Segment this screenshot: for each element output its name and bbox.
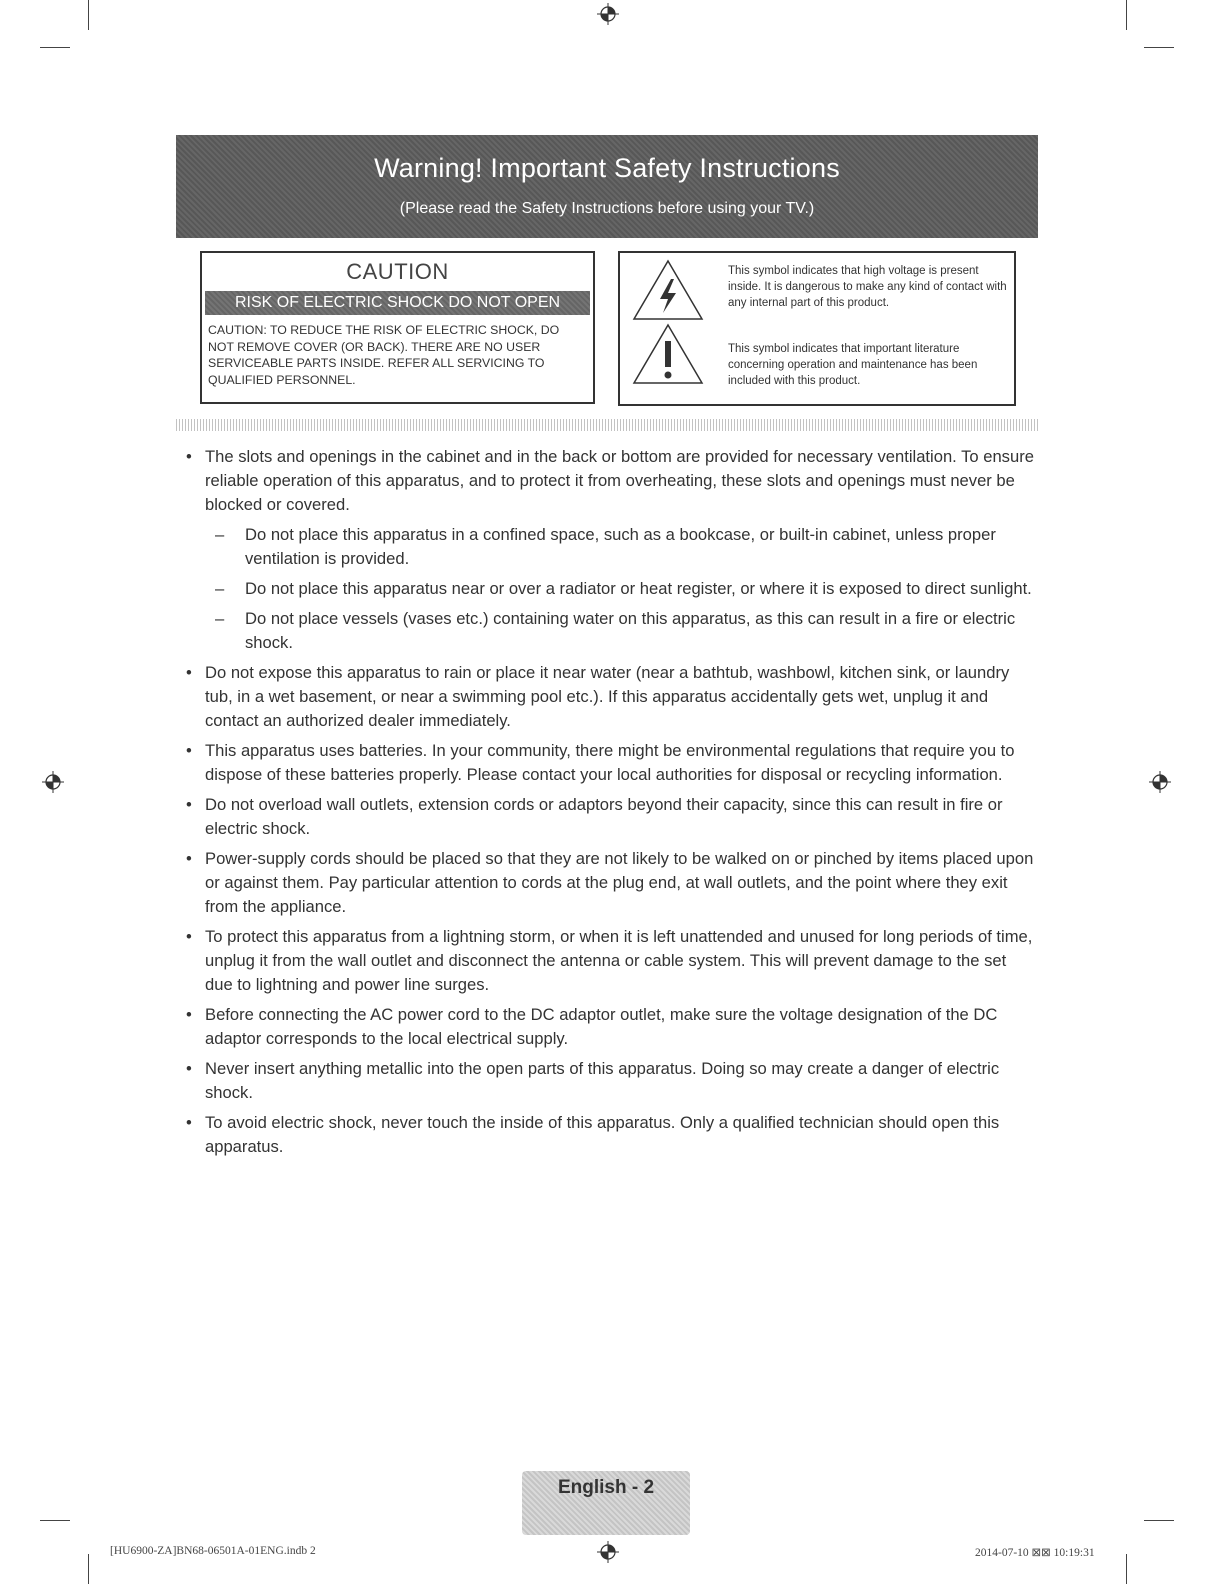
list-item-text: Do not expose this apparatus to rain or place it near water (near a bathtub, washbowl, kitchen sink, or laundry tub, in a wet basement, or near a swimming pool etc.). If this apparatus accidentally gets wet, unplug it and contact an authorized dealer immediately. bbox=[205, 663, 1010, 730]
symbols-box bbox=[618, 251, 1016, 406]
page-number-tab bbox=[522, 1471, 690, 1535]
bullet-marker: • bbox=[186, 795, 192, 814]
list-item-text: This apparatus uses batteries. In your community, there might be environmental regulations that require you to dispose of these batteries properly. Please contact your local authorities for disposal or recycling information. bbox=[205, 741, 1015, 784]
print-slug-file: [HU6900-ZA]BN68-06501A-01ENG.indb 2 bbox=[110, 1545, 316, 1557]
sub-list bbox=[205, 523, 1038, 655]
bullet-marker: • bbox=[186, 927, 192, 946]
registration-mark-icon bbox=[42, 771, 64, 793]
sub-list-item-text: Do not place this apparatus near or over a radiator or heat register, or where it is exposed to direct sunlight. bbox=[245, 579, 1032, 598]
caution-line: QUALIFIED PERSONNEL. bbox=[208, 372, 356, 387]
crop-mark-bottom-right-v bbox=[1126, 1554, 1127, 1584]
section-divider bbox=[176, 419, 1038, 431]
registration-mark-icon bbox=[597, 1541, 619, 1563]
safety-instructions-list bbox=[186, 445, 1038, 1165]
bullet-marker: • bbox=[186, 447, 192, 466]
sub-list-item bbox=[215, 607, 1038, 655]
list-item bbox=[186, 1057, 1038, 1105]
list-item-text: Power-supply cords should be placed so that they are not likely to be walked on or pinched by items placed upon or against them. Pay particular attention to cords at the plug end, at wall outlets, and the point where they exit from the appliance. bbox=[205, 849, 1034, 916]
crop-mark-bottom-left-v bbox=[88, 1554, 89, 1584]
list-item-text: To avoid electric shock, never touch the inside of this apparatus. Only a qualified technician should open this apparatus. bbox=[205, 1113, 1000, 1156]
crop-mark-top-right-v bbox=[1126, 0, 1127, 30]
list-item bbox=[186, 445, 1038, 655]
safety-header-banner bbox=[176, 135, 1038, 238]
sub-list-item bbox=[215, 523, 1038, 571]
print-slug-date: 2014-07-10 ⊠⊠ 10:19:31 bbox=[975, 1547, 1095, 1559]
exclamation-warning-icon bbox=[630, 321, 706, 387]
crop-mark-top-left-h bbox=[40, 47, 70, 48]
list-item bbox=[186, 925, 1038, 997]
list-item-text: Do not overload wall outlets, extension cords or adaptors beyond their capacity, since this can result in fire or electric shock. bbox=[205, 795, 1003, 838]
list-item-text: Before connecting the AC power cord to the DC adaptor outlet, make sure the voltage designation of the DC adaptor corresponds to the local electrical supply. bbox=[205, 1005, 998, 1048]
bullet-marker: • bbox=[186, 741, 192, 760]
list-item bbox=[186, 793, 1038, 841]
caution-text bbox=[208, 322, 587, 388]
caution-warning-bar: RISK OF ELECTRIC SHOCK DO NOT OPEN bbox=[205, 291, 590, 315]
caution-line: CAUTION: TO REDUCE THE RISK OF ELECTRIC SHOCK, DO bbox=[208, 323, 560, 337]
dash-marker: – bbox=[215, 525, 225, 544]
sub-list-item bbox=[215, 577, 1038, 601]
literature-description: This symbol indicates that important literature concerning operation and maintenance has been included with this product. bbox=[728, 343, 978, 387]
page-number-label: English - 2 bbox=[557, 1477, 655, 1498]
page-subtitle: (Please read the Safety Instructions before using your TV.) bbox=[399, 200, 815, 217]
list-item-text: The slots and openings in the cabinet and in the back or bottom are provided for necessary ventilation. To ensure reliable operation of this apparatus, and to protect it from overheating, these slots and openings must never be blocked or covered. bbox=[205, 447, 1034, 514]
registration-mark-icon bbox=[597, 3, 619, 25]
bullet-marker: • bbox=[186, 663, 192, 682]
crop-mark-top-right-h bbox=[1144, 47, 1174, 48]
high-voltage-warning-icon bbox=[630, 257, 706, 323]
bullet-marker: • bbox=[186, 849, 192, 868]
list-item bbox=[186, 661, 1038, 733]
list-item bbox=[186, 847, 1038, 919]
sub-list-item-text: Do not place this apparatus in a confined space, such as a bookcase, or built-in cabinet, unless proper ventilation is provided. bbox=[245, 525, 996, 568]
crop-mark-bottom-left-h bbox=[40, 1520, 70, 1521]
list-item bbox=[186, 739, 1038, 787]
sub-list-item-text: Do not place vessels (vases etc.) containing water on this apparatus, as this can result in a fire or electric shock. bbox=[245, 609, 1016, 652]
page-title: Warning! Important Safety Instructions bbox=[374, 153, 840, 183]
bullet-marker: • bbox=[186, 1113, 192, 1132]
caution-line: SERVICEABLE PARTS INSIDE. REFER ALL SERVICING TO bbox=[208, 356, 545, 370]
list-item bbox=[186, 1003, 1038, 1051]
dash-marker: – bbox=[215, 609, 225, 628]
caution-title: CAUTION bbox=[346, 259, 449, 284]
list-item bbox=[186, 1111, 1038, 1159]
crop-mark-bottom-right-h bbox=[1144, 1520, 1174, 1521]
high-voltage-description: This symbol indicates that high voltage is present inside. It is dangerous to make any kind of contact with any internal part of this product. bbox=[728, 265, 1007, 309]
bullet-marker: • bbox=[186, 1005, 192, 1024]
dash-marker: – bbox=[215, 579, 225, 598]
registration-mark-icon bbox=[1149, 771, 1171, 793]
caution-box bbox=[200, 251, 595, 404]
list-item-text: Never insert anything metallic into the open parts of this apparatus. Doing so may create a danger of electric shock. bbox=[205, 1059, 1000, 1102]
crop-mark-top-left-v bbox=[88, 0, 89, 30]
list-item-text: To protect this apparatus from a lightning storm, or when it is left unattended and unused for long periods of time, unplug it from the wall outlet and disconnect the antenna or cable system. This will prevent damage to the set due to lightning and power line surges. bbox=[205, 927, 1033, 994]
bullet-marker: • bbox=[186, 1059, 192, 1078]
caution-line: NOT REMOVE COVER (OR BACK). THERE ARE NO USER bbox=[208, 339, 541, 354]
